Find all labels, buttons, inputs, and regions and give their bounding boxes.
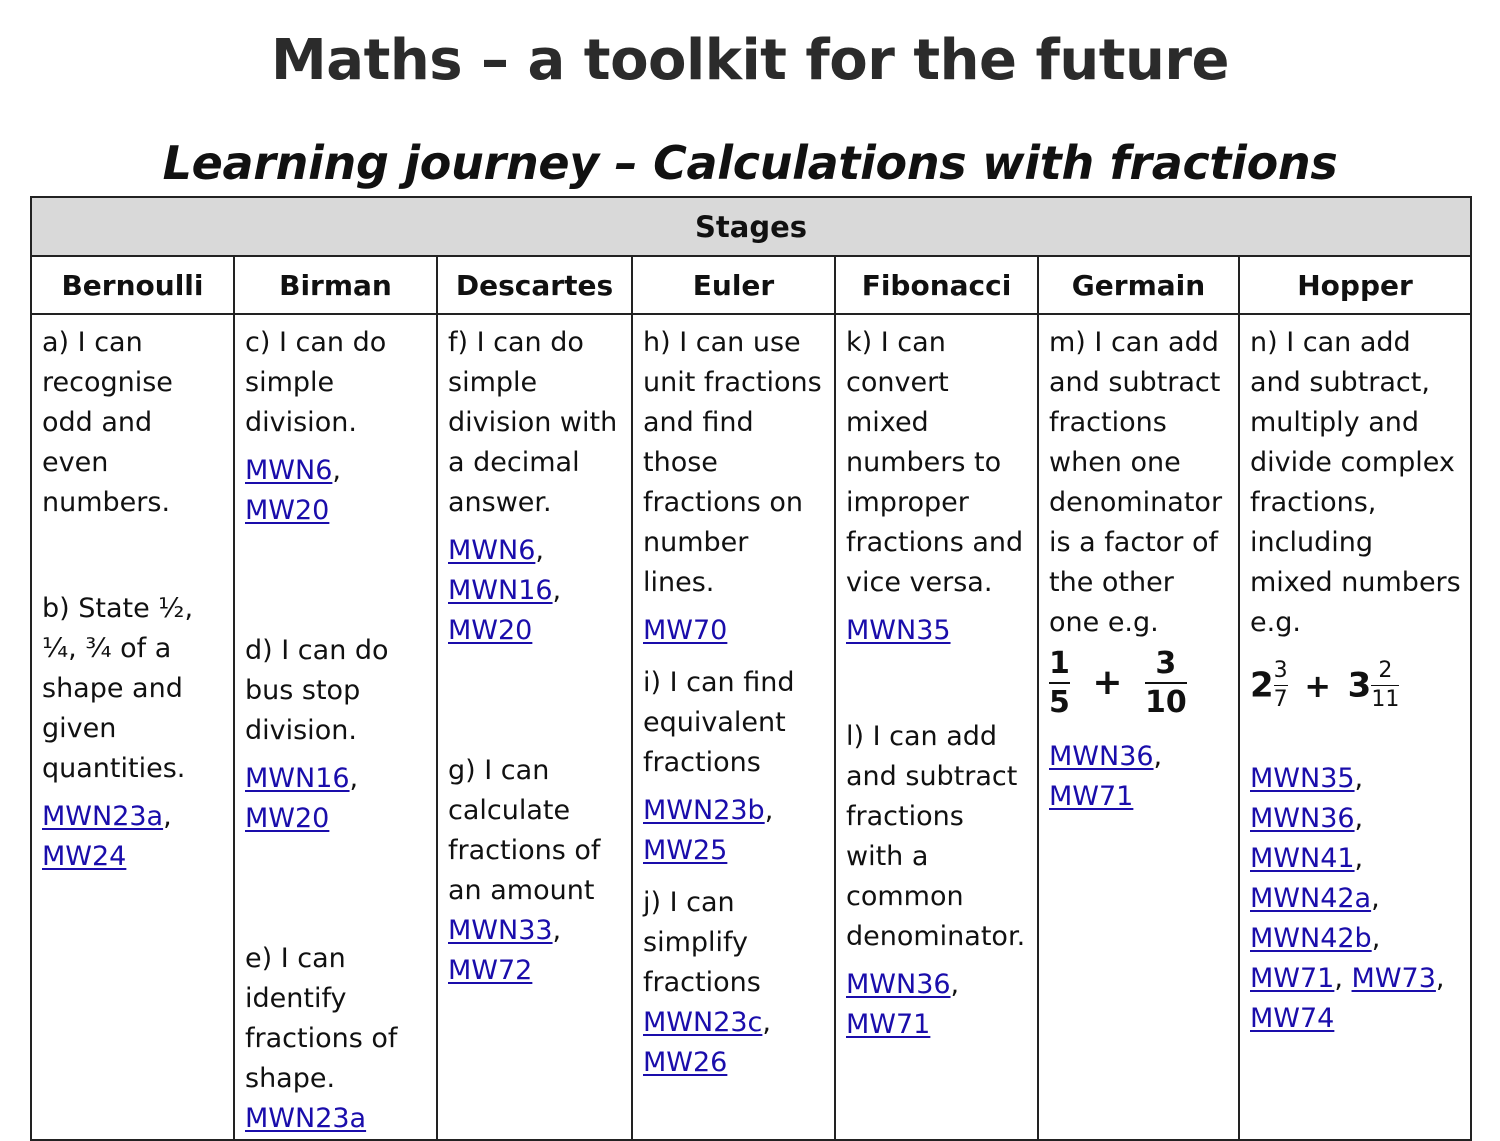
resource-link-mwn23a[interactable]: MWN23a	[42, 801, 164, 832]
mixed-fraction-2-11	[1371, 659, 1399, 712]
hopper-cell	[1239, 314, 1471, 1140]
objective-m: m) I can add and subtract fractions when one denominator is a factor of the other one e.g.	[1049, 327, 1223, 638]
page-title: Maths – a toolkit for the future	[271, 28, 1229, 93]
stage-name-germain: Germain	[1038, 256, 1239, 314]
link-separator: ,	[1371, 883, 1380, 914]
objective-e-links	[245, 1099, 428, 1139]
stage-name-fibonacci: Fibonacci	[835, 256, 1038, 314]
resource-link-mwn41[interactable]: MWN41	[1250, 843, 1355, 874]
resource-link-mw71[interactable]: MW71	[1049, 781, 1134, 812]
fraction-denominator: 10	[1144, 685, 1187, 720]
objective-b: b) State ½, ¼, ¾ of a shape and given quantities.	[42, 593, 194, 784]
stage-content-row	[31, 314, 1471, 1140]
fraction-denominator: 11	[1371, 687, 1400, 713]
objective-l-links	[846, 965, 1029, 1045]
objective-k-links	[846, 611, 1029, 651]
link-separator: ,	[552, 575, 562, 606]
stage-name-birman: Birman	[234, 256, 437, 314]
resource-link-mwn16[interactable]: MWN16	[448, 575, 553, 606]
resource-link-mw70[interactable]: MW70	[643, 615, 728, 646]
resource-link-mwn36[interactable]: MWN36	[846, 969, 951, 1000]
stages-header: Stages	[31, 197, 1471, 256]
objective-n-links	[1250, 759, 1462, 1039]
objective-h-links	[643, 611, 826, 651]
resource-link-mw24[interactable]: MW24	[42, 841, 127, 872]
resource-link-mw71[interactable]: MW71	[1250, 963, 1335, 994]
mixed-fraction-3-7	[1274, 659, 1288, 712]
fibonacci-cell	[835, 314, 1038, 1140]
objective-f: f) I can do simple division with a decimal answer.	[448, 327, 618, 518]
page-subtitle: Learning journey – Calculations with fractions	[162, 136, 1338, 190]
resource-link-mw20[interactable]: MW20	[448, 615, 533, 646]
resource-link-mwn42a[interactable]: MWN42a	[1250, 883, 1372, 914]
fraction-numerator: 3	[1155, 646, 1177, 681]
objective-e: e) I can identify fractions of shape.	[245, 943, 398, 1094]
resource-link-mwn35[interactable]: MWN35	[846, 615, 951, 646]
link-separator: ,	[1354, 763, 1364, 794]
resource-link-mw73[interactable]: MW73	[1351, 963, 1436, 994]
learning-journey-table	[30, 196, 1472, 1141]
resource-link-mw72[interactable]: MW72	[448, 955, 533, 986]
objective-a: a) I can recognise odd and even numbers.	[42, 327, 173, 518]
hopper-mixed-number-example	[1250, 643, 1462, 759]
link-separator: ,	[1334, 963, 1352, 994]
resource-link-mwn6[interactable]: MWN6	[448, 535, 536, 566]
fraction-denominator: 5	[1049, 685, 1070, 720]
objective-g: g) I can calculate fractions of an amount	[448, 755, 601, 906]
link-separator: ,	[764, 795, 774, 826]
objective-c-links	[245, 451, 428, 531]
fraction-3-10	[1145, 647, 1187, 719]
resource-link-mwn23c[interactable]: MWN23c	[643, 1007, 763, 1038]
germain-cell	[1038, 314, 1239, 1140]
objective-h: h) I can use unit fractions and find those fractions on number lines.	[643, 327, 822, 598]
resource-link-mw26[interactable]: MW26	[643, 1047, 728, 1078]
stage-name-descartes: Descartes	[437, 256, 632, 314]
resource-link-mwn33[interactable]: MWN33	[448, 915, 553, 946]
link-separator: ,	[552, 915, 562, 946]
resource-link-mw20[interactable]: MW20	[245, 495, 330, 526]
objective-f-links	[448, 531, 623, 651]
stage-name-row	[31, 256, 1471, 314]
resource-link-mwn35[interactable]: MWN35	[1250, 763, 1355, 794]
resource-link-mwn36[interactable]: MWN36	[1250, 803, 1355, 834]
objective-l: l) I can add and subtract fractions with a common denominator.	[846, 721, 1026, 952]
plus-sign: +	[1092, 662, 1123, 703]
objective-n: n) I can add and subtract, multiply and divide complex fractions, including mixed numbers e.g.	[1250, 327, 1461, 638]
resource-link-mwn6[interactable]: MWN6	[245, 455, 333, 486]
mixed-whole-2: 3	[1347, 665, 1372, 706]
objective-j: j) I can simplify fractions	[643, 887, 761, 998]
objective-g-links	[448, 911, 623, 991]
objective-c: c) I can do simple division.	[245, 327, 387, 438]
stage-name-euler: Euler	[632, 256, 835, 314]
link-separator: ,	[349, 763, 359, 794]
plus-sign: +	[1304, 666, 1332, 705]
descartes-cell	[437, 314, 632, 1140]
euler-cell	[632, 314, 835, 1140]
fraction-numerator: 2	[1378, 658, 1393, 683]
bernoulli-cell	[31, 314, 234, 1140]
link-separator: ,	[1153, 741, 1163, 772]
resource-link-mwn42b[interactable]: MWN42b	[1250, 923, 1372, 954]
resource-link-mw25[interactable]: MW25	[643, 835, 728, 866]
birman-cell	[234, 314, 437, 1140]
fraction-denominator: 7	[1273, 687, 1288, 713]
objective-i: i) I can find equivalent fractions	[643, 667, 795, 778]
objective-d: d) I can do bus stop division.	[245, 635, 389, 746]
objective-m-links	[1049, 737, 1230, 817]
resource-link-mw71[interactable]: MW71	[846, 1009, 931, 1040]
link-separator: ,	[762, 1007, 771, 1038]
resource-link-mwn16[interactable]: MWN16	[245, 763, 350, 794]
link-separator: ,	[332, 455, 341, 486]
resource-link-mw74[interactable]: MW74	[1250, 1003, 1335, 1034]
fraction-numerator: 3	[1273, 658, 1288, 683]
link-separator: ,	[1354, 843, 1364, 874]
mixed-whole-1: 2	[1250, 665, 1274, 706]
resource-link-mwn23b[interactable]: MWN23b	[643, 795, 765, 826]
objective-j-links	[643, 1003, 826, 1083]
link-separator: ,	[1435, 963, 1445, 994]
link-separator: ,	[535, 535, 544, 566]
resource-link-mwn36[interactable]: MWN36	[1049, 741, 1154, 772]
link-separator: ,	[950, 969, 960, 1000]
objective-k: k) I can convert mixed numbers to improper fractions and vice versa.	[846, 327, 1024, 598]
link-separator: ,	[1371, 923, 1381, 954]
objective-d-links	[245, 759, 428, 839]
germain-fraction-example	[1049, 643, 1230, 737]
fraction-1-5	[1049, 647, 1070, 719]
resource-link-mwn23a[interactable]: MWN23a	[245, 1103, 367, 1134]
stage-name-hopper: Hopper	[1239, 256, 1471, 314]
objective-i-links	[643, 791, 826, 871]
objective-b-links	[42, 797, 225, 877]
link-separator: ,	[1354, 803, 1364, 834]
link-separator: ,	[163, 801, 172, 832]
fraction-numerator: 1	[1049, 646, 1070, 681]
resource-link-mw20[interactable]: MW20	[245, 803, 330, 834]
stage-name-bernoulli: Bernoulli	[31, 256, 234, 314]
